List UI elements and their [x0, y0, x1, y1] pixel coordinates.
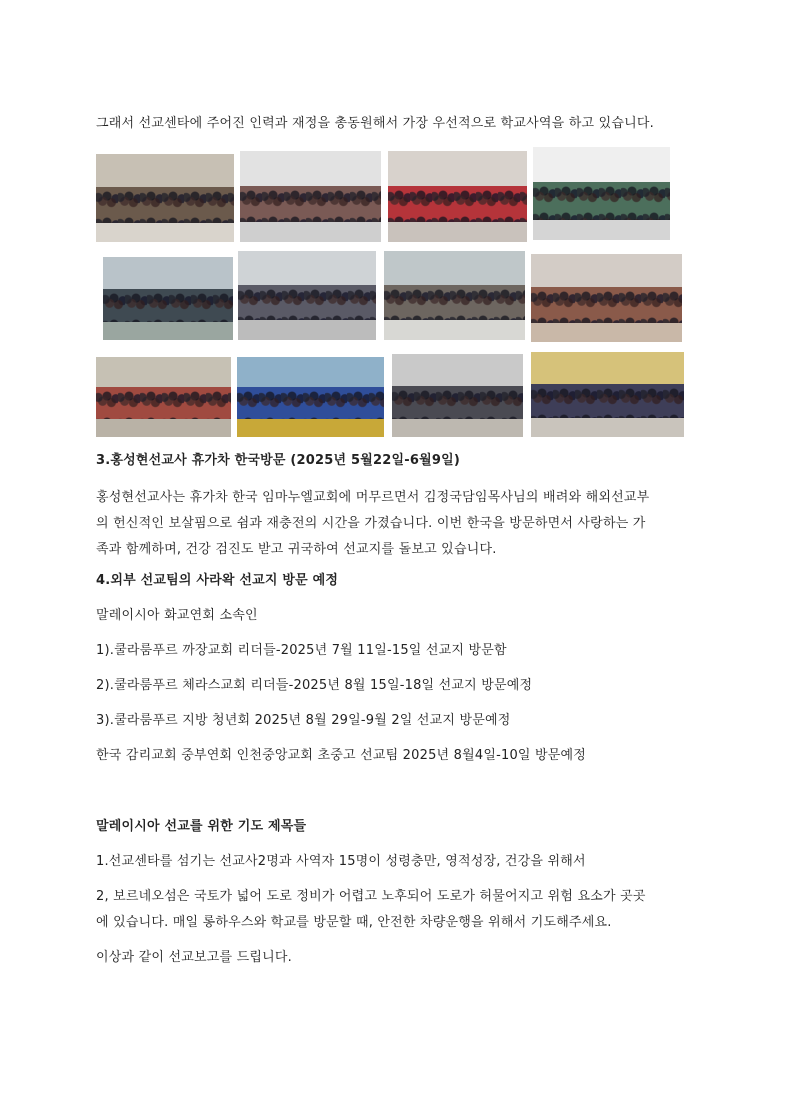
photo-ceiling [103, 257, 233, 289]
photo-ceiling [392, 354, 523, 386]
section3-line-2: 의 헌신적인 보살핌으로 쉼과 재충전의 시간을 가졌습니다. 이번 한국을 방문하면서 사랑하는 가 [96, 516, 646, 531]
photo-ceiling [388, 151, 527, 186]
photo-ceiling [96, 154, 234, 187]
photo-crowd [96, 187, 234, 222]
photo-crowd [238, 285, 376, 321]
photo-crowd [531, 384, 684, 418]
section4-heading: 4.외부 선교팀의 사라왁 선교지 방문 예정 [96, 573, 339, 588]
section4-affiliation: 말레이시아 화교연회 소속인 [96, 608, 258, 623]
section4-korea-team: 한국 감리교회 중부연회 인천중앙교회 초중고 선교팀 2025년 8월4일-10일 방문예정 [96, 748, 587, 763]
photo-crowd [384, 285, 525, 321]
photo-ceiling [533, 147, 670, 182]
photo-ceiling [237, 357, 384, 387]
photo-crowd [96, 387, 231, 419]
photo-school-gathering-4 [533, 147, 670, 240]
photo-ceiling [240, 151, 381, 186]
photo-crowd [237, 387, 384, 419]
section4-item-1: 1).쿨라룸푸르 까장교회 리더들-2025년 7월 11일-15일 선교지 방문함 [96, 643, 507, 658]
photo-school-gathering-9 [96, 357, 231, 437]
photo-ceiling [384, 251, 525, 285]
section4-item-3: 3).쿨라룸푸르 지방 청년회 2025년 8월 29일-9월 2일 선교지 방문예정 [96, 713, 511, 728]
section3-line-1: 홍성현선교사는 휴가차 한국 임마누엘교회에 머무르면서 김정국담임목사님의 배려와 해외선교부 [96, 490, 650, 505]
photo-school-gathering-7 [384, 251, 525, 340]
photo-school-gathering-6 [238, 251, 376, 340]
photo-ceiling [531, 254, 682, 287]
prayer-heading: 말레이시아 선교를 위한 기도 제목들 [96, 819, 307, 834]
section4-item-2: 2).쿨라룸푸르 체라스교회 리더들-2025년 8월 15일-18일 선교지 방문예정 [96, 678, 533, 693]
photo-school-gathering-11 [392, 354, 523, 437]
photo-school-gathering-2 [240, 151, 381, 242]
photo-school-gathering-8 [531, 254, 682, 342]
prayer-item-2-line-2: 에 있습니다. 매일 롱하우스와 학교를 방문할 때, 안전한 차량운행을 위해서 기도해주세요. [96, 915, 612, 930]
section3-line-3: 족과 함께하며, 건강 검진도 받고 귀국하여 선교지를 돌보고 있습니다. [96, 542, 497, 557]
closing-line: 이상과 같이 선교보고를 드립니다. [96, 950, 292, 965]
photo-crowd [392, 386, 523, 419]
photo-ceiling [96, 357, 231, 387]
photo-crowd [533, 182, 670, 219]
photo-crowd [240, 186, 381, 222]
photo-school-gathering-1 [96, 154, 234, 242]
photo-ceiling [531, 352, 684, 384]
photo-school-gathering-12 [531, 352, 684, 437]
photo-school-gathering-5 [103, 257, 233, 340]
photo-school-gathering-3 [388, 151, 527, 242]
photo-ceiling [238, 251, 376, 285]
prayer-item-1: 1.선교센타를 섬기는 선교사2명과 사역자 15명이 성령충만, 영적성장, 건강을 위해서 [96, 854, 586, 869]
prayer-item-2-line-1: 2, 보르네오섬은 국토가 넓어 도로 정비가 어렵고 노후되어 도로가 허물어지고 위험 요소가 곳곳 [96, 889, 646, 904]
intro-line: 그래서 선교센타에 주어진 인력과 재정을 총동원해서 가장 우선적으로 학교사역을 하고 있습니다. [96, 116, 654, 131]
photo-crowd [103, 289, 233, 322]
section3-heading: 3.홍성현선교사 휴가차 한국방문 (2025년 5월22일-6월9일) [96, 453, 461, 468]
photo-crowd [388, 186, 527, 222]
photo-crowd [531, 287, 682, 322]
photo-school-gathering-10 [237, 357, 384, 437]
